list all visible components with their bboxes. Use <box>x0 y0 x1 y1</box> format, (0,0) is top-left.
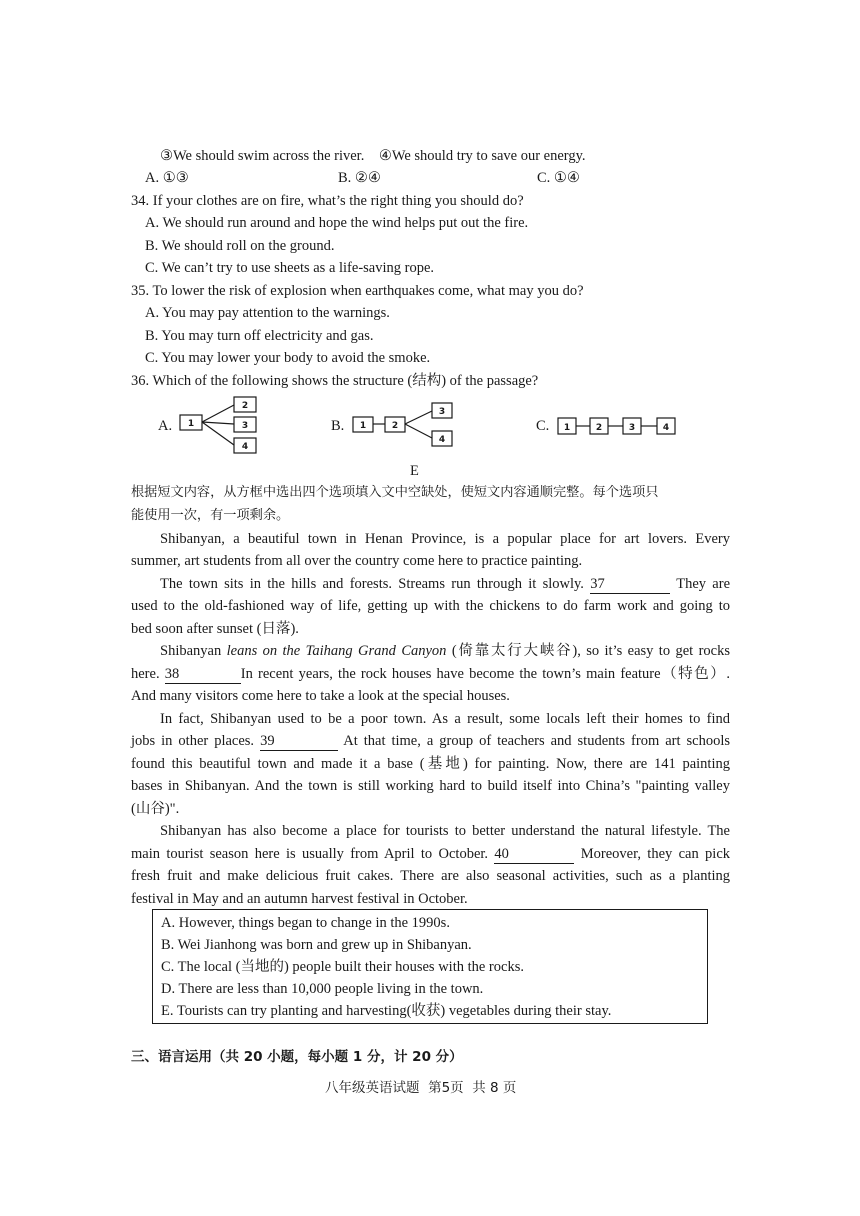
diagram-b-box-2: 2 <box>391 421 399 431</box>
structure-diagram-c <box>556 416 680 436</box>
passage-p5-line1: Shibanyan has also become a place for tourists to better understand the natural lifestyle. The <box>160 823 730 839</box>
q34-stem: 34. If your clothes are on fire, what’s the right thing you should do? <box>131 193 524 209</box>
section-e-instruction-1: 根据短文内容，从方框中选出四个选项填入文中空缺处，使短文内容通顺完整。每个选项只 <box>131 485 659 500</box>
passage-p2-line3: bed soon after sunset (日落). <box>131 621 299 637</box>
q36-stem: 36. Which of the following shows the structure (结构) of the passage? <box>131 373 539 389</box>
q33-choice-b: B. ②④ <box>338 170 381 186</box>
diagram-a-box-3: 3 <box>241 421 249 431</box>
q35-choice-c: C. You may lower your body to avoid the smoke. <box>145 350 431 366</box>
structure-diagram-a <box>178 394 258 456</box>
passage-p4-line4: bases in Shibanyan. And the town is still working hard to build itself into China’s "painting valley <box>131 778 730 794</box>
passage-p5-line4: festival in May and an autumn harvest festival in October. <box>131 891 468 907</box>
diagram-c-box-4: 4 <box>662 423 670 433</box>
q36-label-c: C. <box>536 418 550 434</box>
section-3-heading: 三、语言运用（共 20 小题，每小题 1 分，计 20 分） <box>131 1049 463 1065</box>
diagram-b-box-3: 3 <box>438 407 446 417</box>
q33-choice-c: C. ①④ <box>537 170 580 186</box>
passage-p1-line2: summer, art students from all over the country come here to practice painting. <box>131 553 583 569</box>
passage-p2-line1: The town sits in the hills and forests. Streams run through it slowly. 37 They are <box>160 576 731 592</box>
passage-p3-line1: Shibanyan leans on the Taihang Grand Canyon (倚靠太行大峡谷), so it’s easy to get rocks <box>160 643 730 659</box>
q35-choice-b: B. You may turn off electricity and gas. <box>145 328 374 344</box>
diagram-c-box-2: 2 <box>595 423 603 433</box>
passage-p4-line2: jobs in other places. 39 At that time, a group of teachers and students from art schools <box>131 733 731 749</box>
blank-40[interactable]: 40 <box>494 846 574 864</box>
option-d: D. There are less than 10,000 people living in the town. <box>161 981 484 997</box>
page-footer: 八年级英语试题 第5页 共 8 页 <box>325 1080 517 1096</box>
passage-p1-line1: Shibanyan, a beautiful town in Henan Province, is a popular place for art lovers. Every <box>160 531 730 547</box>
q36-label-b: B. <box>331 418 345 434</box>
q34-choice-b: B. We should roll on the ground. <box>145 238 335 254</box>
passage-p4-line5: (山谷)". <box>131 801 180 817</box>
q34-choice-a: A. We should run around and hope the wind helps put out the fire. <box>145 215 529 231</box>
q35-stem: 35. To lower the risk of explosion when earthquakes come, what may you do? <box>131 283 584 299</box>
option-e: E. Tourists can try planting and harvesting(收获) vegetables during their stay. <box>161 1003 612 1019</box>
blank-38[interactable]: 38 <box>165 666 241 684</box>
section-e-instruction-2: 能使用一次，有一项剩余。 <box>131 508 290 523</box>
blank-37[interactable]: 37 <box>590 576 670 594</box>
diagram-b-box-1: 1 <box>359 421 367 431</box>
passage-p5-line2: main tourist season here is usually from April to October. 40 Moreover, they can pick <box>131 846 731 862</box>
passage-p4-line3: found this beautiful town and made it a base (基地) for painting. Now, there are 141 painting <box>131 756 730 772</box>
option-a: A. However, things began to change in the 1990s. <box>161 915 450 931</box>
q33-choice-a: A. ①③ <box>145 170 189 186</box>
q36-label-a: A. <box>158 418 173 434</box>
passage-p3-line3: And many visitors come here to take a look at the special houses. <box>131 688 510 704</box>
diagram-c-box-1: 1 <box>563 423 571 433</box>
passage-p3-line2: here. 38 In recent years, the rock houses have become the town’s main feature（特色）. <box>131 666 730 682</box>
diagram-a-box-2: 2 <box>241 401 249 411</box>
option-b: B. Wei Jianhong was born and grew up in Shibanyan. <box>161 937 472 953</box>
structure-diagram-b <box>351 401 456 449</box>
diagram-b-box-4: 4 <box>438 435 446 445</box>
passage-p2-line2: used to the old-fashioned way of life, getting up with the chickens to do farm work and going to <box>131 598 730 614</box>
diagram-a-box-4: 4 <box>241 442 249 452</box>
passage-p5-line3: fresh fruit and make delicious fruit cakes. There are also seasonal activities, such as a planting <box>131 868 730 884</box>
diagram-c-box-3: 3 <box>628 423 636 433</box>
section-e-letter: E <box>410 463 419 479</box>
option-c: C. The local (当地的) people built their houses with the rocks. <box>161 959 524 975</box>
q35-choice-a: A. You may pay attention to the warnings. <box>145 305 390 321</box>
passage-p4-line1: In fact, Shibanyan used to be a poor town. As a result, some locals left their homes to find <box>160 711 730 727</box>
q34-choice-c: C. We can’t try to use sheets as a life-saving rope. <box>145 260 435 276</box>
diagram-a-box-1: 1 <box>187 419 195 429</box>
blank-39[interactable]: 39 <box>260 733 338 751</box>
options-box <box>152 909 708 1024</box>
q33-option-line: ③We should swim across the river. ④We should try to save our energy. <box>160 148 586 164</box>
